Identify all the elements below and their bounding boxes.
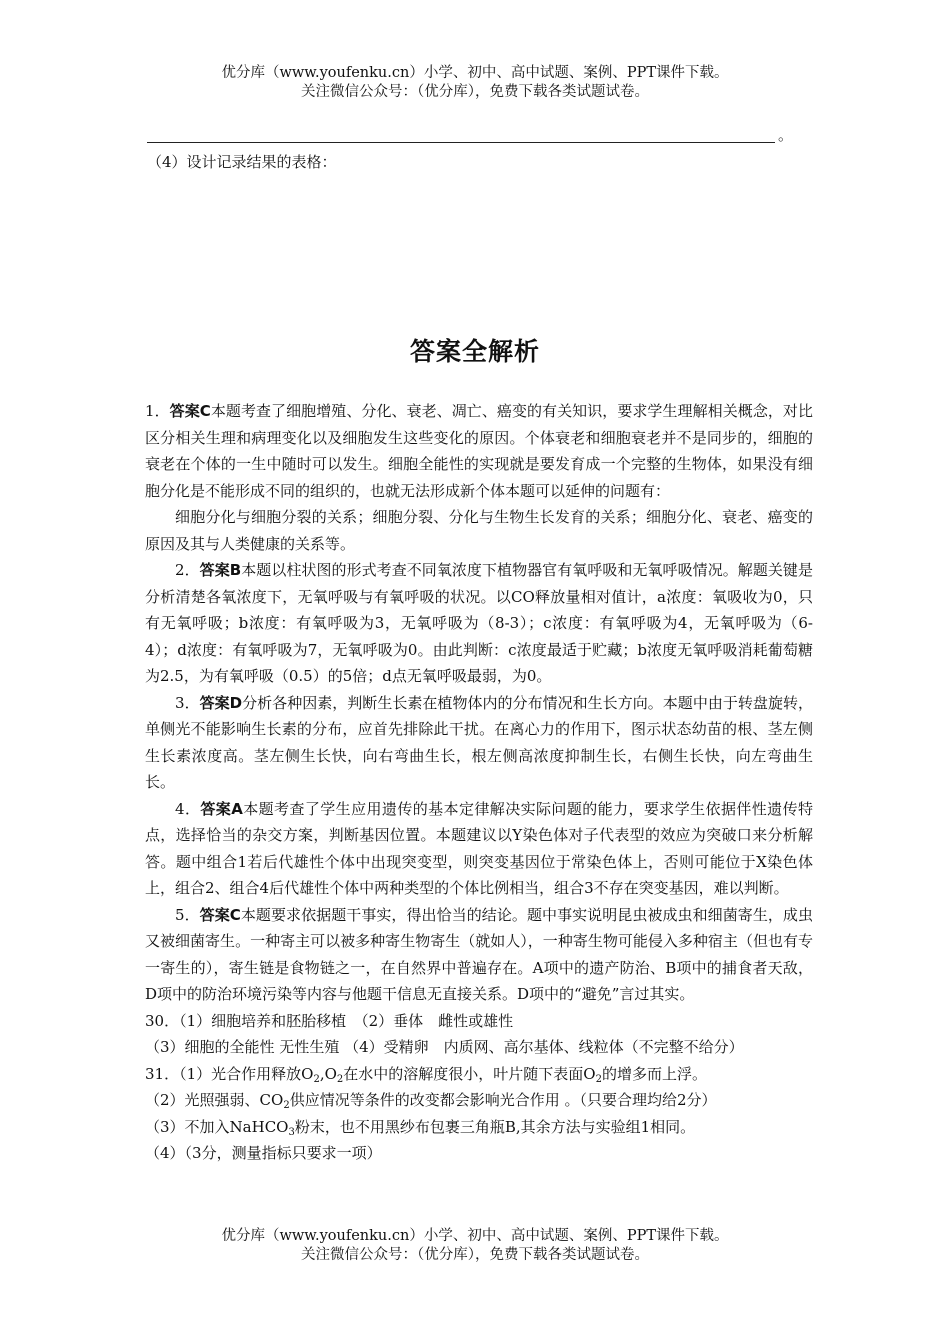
answer-number: 5． — [175, 905, 200, 924]
answer-body — [145, 398, 813, 1167]
answer-2 — [145, 557, 813, 690]
footer-line-1: 优分库（www.youfenku.cn）小学、初中、高中试题、案例、PPT课件下载。 — [221, 1228, 729, 1244]
page-footer — [0, 1227, 950, 1265]
answer-31-line-1 — [145, 1061, 813, 1088]
text-run: （2）光照强弱、CO — [145, 1091, 284, 1109]
answer-blank-line — [147, 128, 775, 143]
answer-text: 本题要求依据题干事实，得出恰当的结论。题中事实说明昆虫被成虫和细菌寄生，成虫又被细菌寄生。一种寄主可以被多种寄生物寄生（就如人），一种寄生物可能侵入多种宿主（但也有专一寄生的），寄生链是食物链之一，在自然界中普遍存在。A项中的遗产防治、B项中的捕食者天敌，D项中的防治环境污染等内容与他题干信息无直接关系。D项中的“避免”言过其实。 — [145, 905, 813, 1003]
answer-31-line-2 — [145, 1087, 813, 1114]
answer-4 — [145, 796, 813, 902]
section-title: 答案全解析 — [409, 337, 540, 366]
answer-label: 答案A — [200, 799, 243, 818]
subscript: 2 — [595, 1073, 602, 1085]
text-run: 31．（1）光合作用释放O — [145, 1064, 314, 1083]
answer-text: 本题考查了学生应用遗传的基本定律解决实际问题的能力，要求学生依据伴性遗传特点，选择恰当的杂交方案，判断基因位置。本题建议以Y染色体对子代表型的效应为突破口来分析解答。题中组合1若后代雄性个体中出现突变型，则突变基因位于常染色体上，否则可能位于X染色体上，组合2、组合4后代雄性个体中两种类型的个体比例相当，组合3不存在突变基因，难以判断。 — [145, 799, 814, 897]
subscript: 2 — [283, 1100, 290, 1111]
answer-5 — [145, 902, 813, 1008]
answer-number: 1． — [145, 402, 170, 420]
text-run: 供应情况等条件的改变都会影响光合作用 。（只要合理均给2分） — [289, 1091, 717, 1109]
header-line-1: 优分库（www.youfenku.cn）小学、初中、高中试题、案例、PPT课件下载。 — [221, 65, 729, 81]
answer-text: 本题考查了细胞增殖、分化、衰老、凋亡、癌变的有关知识，要求学生理解相关概念，对比区分相关生理和病理变化以及细胞发生这些变化的原因。个体衰老和细胞衰老并不是同步的，细胞的衰老在个体的一生中随时可以发生。细胞全能性的实现就是要发育成一个完整的生物体，如果没有细胞分化是不能形成不同的组织的，也就无法形成新个体本题可以延伸的问题有： — [145, 402, 813, 500]
answer-number: 3． — [175, 693, 200, 712]
answer-31-line-4: （4）（3分，测量指标只要求一项） — [145, 1144, 382, 1162]
answer-30-line-2: （3）细胞的全能性 无性生殖 （4）受精卵 内质网、高尔基体、线粒体（不完整不给分） — [145, 1038, 744, 1056]
subscript: 2 — [336, 1073, 344, 1085]
page-header — [0, 64, 950, 102]
answer-1 — [145, 398, 813, 504]
answer-label: 答案C — [199, 905, 241, 924]
blank-end-mark: 。 — [778, 126, 794, 144]
footer-line-2: 关注微信公众号：（优分库），免费下载各类试题试卷。 — [301, 1247, 649, 1263]
answer-text: 分析各种因素，判断生长素在植物体内的分布情况和生长方向。本题中由于转盘旋转，单侧光不能影响生长素的分布，应首先排除此干扰。在离心力的作用下，图示状态幼苗的根、茎左侧生长素浓度高。茎左侧生长快，向右弯曲生长，根左侧高浓度抑制生长，右侧生长快，向左弯曲生长。 — [145, 693, 813, 791]
text-run: （3）不加入NaHCO — [145, 1117, 289, 1136]
header-line-2: 关注微信公众号：（优分库），免费下载各类试题试卷。 — [301, 84, 649, 100]
answer-1-extension: 细胞分化与细胞分裂的关系；细胞分裂、分化与生物生长发育的关系；细胞分化、衰老、癌变的原因及其与人类健康的关系等。 — [145, 508, 813, 553]
question-4-prompt: （4）设计记录结果的表格： — [147, 153, 337, 171]
answer-3 — [145, 690, 813, 796]
answer-30-line-1: 30．（1）细胞培养和胚胎移植 （2）垂体 雌性或雄性 — [145, 1011, 514, 1030]
text-run: 的增多而上浮。 — [601, 1064, 707, 1083]
answer-label: 答案D — [199, 693, 243, 712]
answer-number: 2． — [175, 561, 200, 579]
text-run: ,O — [319, 1064, 337, 1083]
answer-31-line-3 — [145, 1114, 813, 1141]
answer-label: 答案C — [169, 402, 211, 420]
text-run: 在水中的溶解度很小，叶片随下表面O — [343, 1064, 596, 1083]
text-run: 粉末，也不用黑纱布包裹三角瓶B,其余方法与实验组1相同。 — [294, 1117, 696, 1136]
answer-text: 本题以柱状图的形式考查不同氧浓度下植物器官有氧呼吸和无氧呼吸情况。解题关键是分析清楚各氧浓度下，无氧呼吸与有氧呼吸的状况。以CO释放量相对值计，a浓度：氧吸收为0，只有无氧呼吸；b浓度：有氧呼吸为3，无氧呼吸为（8-3）；c浓度：有氧呼吸为4，无氧呼吸为（6-4）；d浓度：有氧呼吸为7，无氧呼吸为0。由此判断：c浓度最适于贮藏；b浓度无氧呼吸消耗葡萄糖为2.5，为有氧呼吸（0.5）的5倍；d点无氧呼吸最弱，为0。 — [145, 561, 813, 685]
subscript: 2 — [313, 1073, 320, 1085]
answer-number: 4． — [175, 799, 201, 818]
subscript: 3 — [288, 1126, 295, 1138]
answer-label: 答案B — [199, 561, 242, 579]
